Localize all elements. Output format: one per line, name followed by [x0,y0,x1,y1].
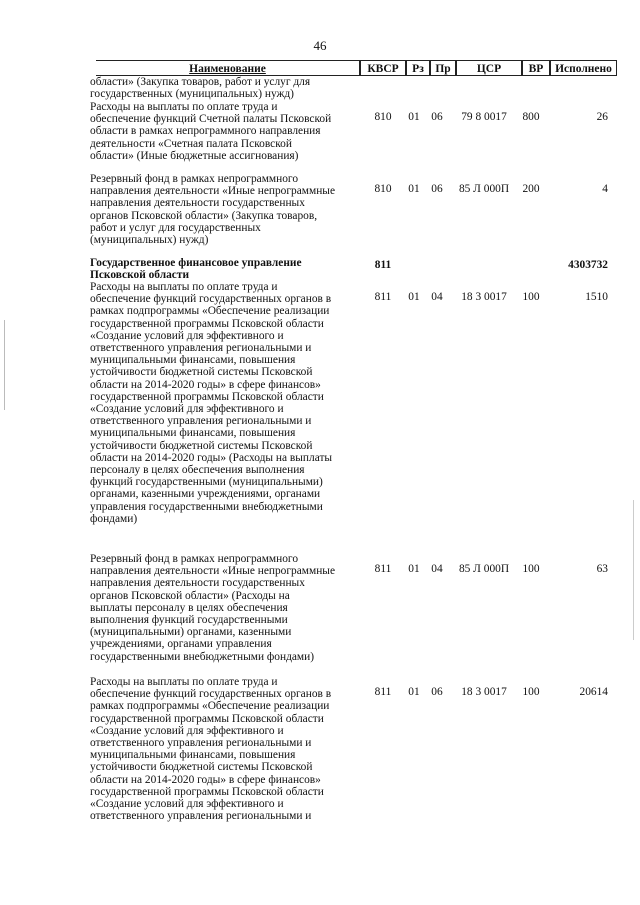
row-name-line: Расходы на выплаты по оплате труда и [90,281,278,293]
row-name-line: рамках подпрограммы «Обеспечение реализации [90,700,330,713]
header-kvsr: КВСР [360,60,406,76]
cell-csr: 18 3 0017 [461,291,507,303]
cell-vr: 200 [522,183,540,195]
cell-pr: 04 [431,291,443,303]
row-name-line: ответственного управления региональными и [90,415,312,428]
row-name-line: муниципальными финансами, повышения [90,749,296,762]
row-name-line: государственной программы Псковской области [90,785,324,798]
row-name-line: Расходы на выплаты по оплате труда и [90,101,278,113]
row-name-line: «Создание условий для эффективного и [90,403,284,415]
row-name-line: персоналу в целях обеспечения выполнения [90,464,305,476]
row-name-line: области» (Закупка товаров, работ и услуг для [90,76,311,88]
cell-kvsr: 811 [374,291,392,303]
row-name-line: области в рамках непрограммного направления [90,125,321,138]
row-name-line: органов Псковской области» (Расходы на [90,589,290,602]
cell-kvsr: 811 [374,563,392,575]
cell-isp: 1510 [585,291,608,303]
page-number: 46 [313,38,327,53]
row-name-line: деятельности «Счетная палата Псковской [90,137,292,150]
header-rz: Рз [406,60,430,76]
cell-vr: 100 [522,291,540,303]
cell-rz: 01 [408,183,420,195]
row-name-line: муниципальными финансами, повышения [90,354,296,367]
row-name-line: ответственного управления региональными и [90,342,312,354]
cell-rz: 01 [408,686,420,698]
header-name: Наименование [96,60,360,76]
cell-isp: 4 [602,183,608,195]
cell-vr: 800 [522,111,540,123]
scan-artifact [4,320,5,410]
cell-pr: 06 [431,686,443,698]
row-name-line: органов Псковской области» (Закупка товаров, [90,209,318,222]
row-name-line: ответственного управления региональными и [90,810,312,823]
row-name-line: направления деятельности государственных [90,577,305,590]
header-vr: ВР [522,60,550,76]
row-name-line: муниципальными финансами, повышения [90,427,296,440]
cell-kvsr: 811 [374,259,392,271]
row-name-line: Резервный фонд в рамках непрограммного [90,553,299,565]
header-isp: Исполнено [550,60,617,76]
cell-isp: 63 [596,563,608,575]
row-name-line: области» (Иные бюджетные ассигнования) [90,149,299,162]
row-name-line: направления деятельности «Иные непрограммные [90,565,336,578]
row-name-line: обеспечение функций государственных органов в [90,688,332,701]
row-name-line: государственными внебюджетными фондами) [90,650,315,663]
row-name-line: Расходы на выплаты по оплате труда и [90,676,278,688]
row-name-line: области на 2014-2020 годы» (Расходы на выплаты [90,451,333,464]
row-name-line: «Создание условий для эффективного и [90,329,284,342]
row-name-line: Государственное финансовое управление [90,257,302,269]
row-name-line: выполнения функций государственными [90,614,288,626]
cell-kvsr: 811 [374,686,392,698]
cell-pr: 04 [431,563,443,575]
cell-rz: 01 [408,563,420,575]
row-name-line: управления государственными внебюджетными [90,500,323,513]
row-name-line: функций государственными (муниципальными) [90,476,323,489]
row-name-line: области на 2014-2020 годы» в сфере финансов» [90,773,321,786]
scan-artifact [633,500,634,640]
row-name-line: обеспечение функций Счетной палаты Псковской [90,113,332,126]
row-name-line: (муниципальными) органами, казенными [90,626,292,639]
row-name-line: государственной программы Псковской области [90,712,324,725]
cell-pr: 06 [431,183,443,195]
cell-isp: 4303732 [568,259,608,271]
cell-vr: 100 [522,563,540,575]
row-name-line: «Создание условий для эффективного и [90,724,284,737]
row-name-line: «Создание условий для эффективного и [90,798,284,810]
table-header [96,60,617,77]
cell-isp: 20614 [579,686,608,698]
row-name-line: Резервный фонд в рамках непрограммного [90,173,299,185]
row-name-line: учреждениями, органами управления [90,638,272,651]
row-name-line: обеспечение функций государственных органов в [90,293,332,306]
row-name-line: государственной программы Псковской области [90,317,324,330]
row-name-line: устойчивости бюджетной системы Псковской [90,761,313,774]
row-name-line: работ и услуг для государственных [90,221,261,234]
cell-pr: 06 [431,111,443,123]
row-name-line: направления деятельности государственных [90,197,305,210]
row-name-line: государственной программы Псковской области [90,390,324,403]
cell-rz: 01 [408,111,420,123]
cell-kvsr: 810 [374,183,392,195]
row-name-line: органами, казенными учреждениями, органами [90,488,321,501]
cell-csr: 85 Л 000П [458,563,510,575]
row-name-line: области на 2014-2020 годы» в сфере финансов» [90,378,321,391]
header-csr: ЦСР [456,60,522,76]
row-name-line: ответственного управления региональными и [90,737,312,749]
cell-isp: 26 [596,111,608,123]
row-name-line: устойчивости бюджетной системы Псковской [90,366,313,379]
row-name-line: направления деятельности «Иные непрограммные [90,185,336,198]
row-name-line: Псковской области [90,269,190,282]
header-pr: Пр [430,60,456,76]
row-name-line: рамках подпрограммы «Обеспечение реализации [90,305,330,318]
row-name-line: (муниципальных) нужд) [90,234,209,246]
cell-csr: 85 Л 000П [458,183,510,195]
cell-vr: 100 [522,686,540,698]
row-name-line: государственных (муниципальных) нужд) [90,88,294,101]
cell-csr: 18 3 0017 [461,686,507,698]
row-name-line: фондами) [90,512,138,525]
row-name-line: устойчивости бюджетной системы Псковской [90,439,313,452]
cell-csr: 79 8 0017 [461,111,507,123]
cell-rz: 01 [408,291,420,303]
cell-kvsr: 810 [374,111,392,123]
row-name-line: выплаты персоналу в целях обеспечения [90,601,288,614]
